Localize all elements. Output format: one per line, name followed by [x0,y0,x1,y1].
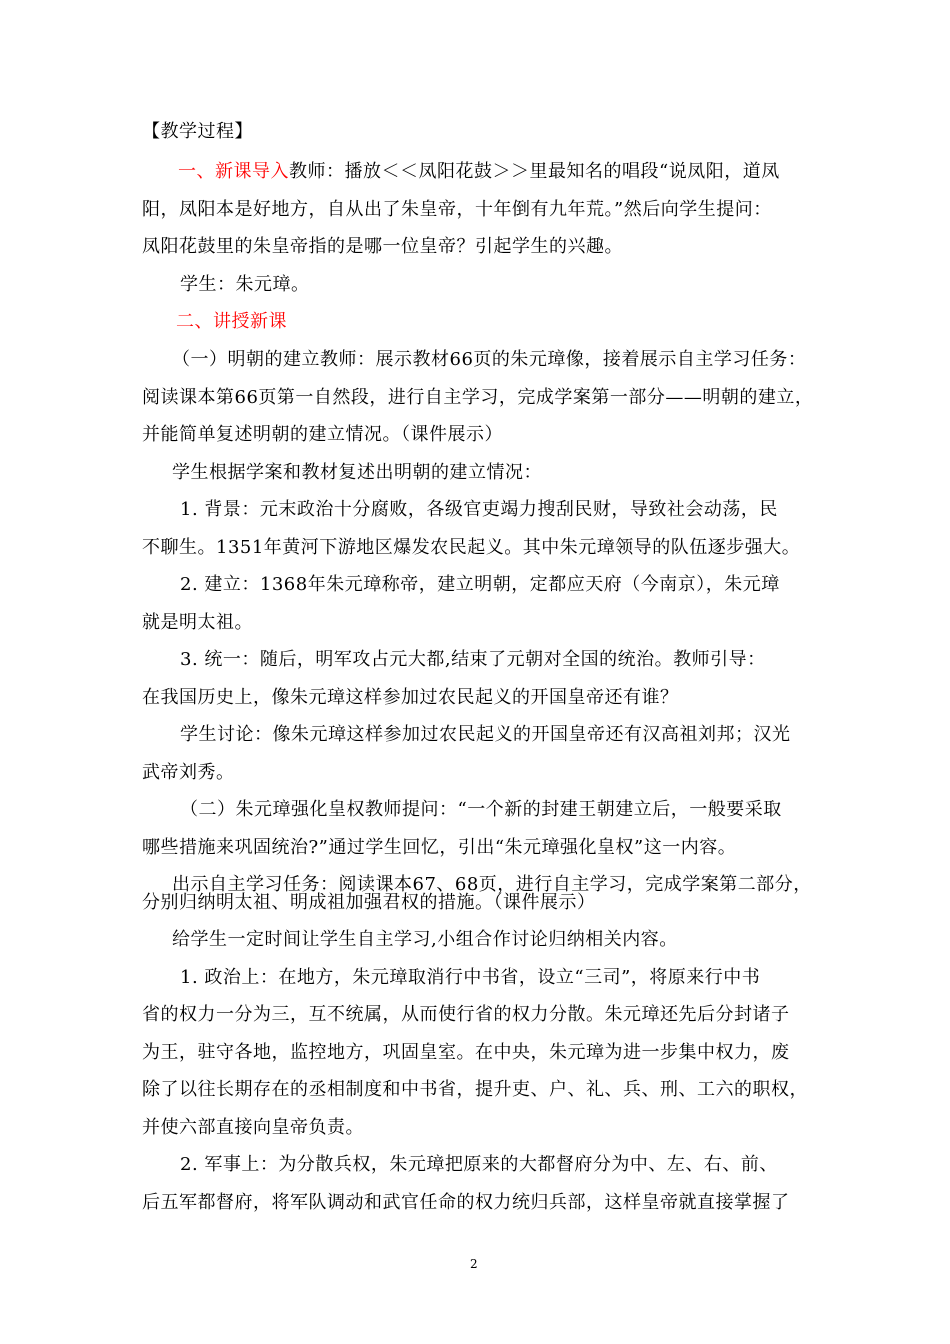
discussion-line-2: 武帝刘秀。 [142,762,235,783]
page-number: 2 [470,1257,478,1271]
student-answer: 学生：朱元璋。 [180,274,310,295]
part2-item-1-line-3: 为王，驻守各地，监控地方，巩固皇室。在中央，朱元璋为进一步集中权力，废 [142,1042,790,1063]
part1-line-3: 并能简单复述明朝的建立情况。（课件展示） [142,424,503,445]
part1-item-3-line-2: 在我国历史上，像朱元璋这样参加过农民起义的开国皇帝还有谁？ [142,687,679,708]
intro-label: 一、新课导入 [178,161,289,182]
part1-item-2-line-2: 就是明太祖。 [142,612,253,633]
part2-item-1-line-1: 1. 政治上：在地方，朱元璋取消行中书省，设立“三司”，将原来行中书 [180,967,761,988]
part1-item-1-line-1: 1. 背景：元末政治十分腐败，各级官吏竭力搜刮民财，导致社会动荡，民 [180,499,778,520]
intro-paragraph-line-1 [178,160,780,184]
intro-lead-text: 教师：播放＜＜凤阳花鼓＞＞里最知名的唱段“说凤阳，道凤 [289,161,780,182]
part2-item-1-line-4: 除了以往长期存在的丞相制度和中书省，提升吏、户、礼、兵、刑、工六的职权， [142,1079,808,1100]
part2-item-1-line-2: 省的权力一分为三，互不统属，从而使行省的权力分散。朱元璋还先后分封诸子 [142,1004,790,1025]
part2-line-5: 给学生一定时间让学生自主学习,小组合作讨论归纳相关内容。 [172,929,678,950]
discussion-line-1: 学生讨论：像朱元璋这样参加过农民起义的开国皇帝还有汉高祖刘邦；汉光 [180,724,791,745]
part2-line-4: 分别归纳明太祖、明成祖加强君权的措施。（课件展示） [142,892,596,913]
section-2-title: 二、讲授新课 [176,311,287,332]
part2-line-3: 出示自主学习任务：阅读课本67、68页，进行自主学习，完成学案第二部分， [172,874,812,895]
part2-item-1-line-5: 并使六部直接向皇帝负责。 [142,1117,364,1138]
part1-item-1-line-2: 不聊生。1351年黄河下游地区爆发农民起义。其中朱元璋领导的队伍逐步强大。 [142,537,801,558]
part1-line-1: （一）明朝的建立教师：展示教材66页的朱元璋像，接着展示自主学习任务： [172,349,807,370]
part1-item-3-line-1: 3. 统一：随后，明军攻占元大都,结束了元朝对全国的统治。教师引导： [180,649,766,670]
part2-item-2-line-2: 后五军都督府，将军队调动和武官任命的权力统归兵部，这样皇帝就直接掌握了 [142,1192,790,1213]
intro-paragraph-line-3: 凤阳花鼓里的朱皇帝指的是哪一位皇帝？引起学生的兴趣。 [142,236,623,257]
part2-line-1: （二）朱元璋强化皇权教师提问：“一个新的封建王朝建立后，一般要采取 [180,799,782,820]
part2-item-2-line-1: 2. 军事上：为分散兵权，朱元璋把原来的大都督府分为中、左、右、前、 [180,1154,778,1175]
section-heading: 【教学过程】 [142,121,253,142]
part1-line-4: 学生根据学案和教材复述出明朝的建立情况： [172,462,542,483]
part1-item-2-line-1: 2. 建立：1368年朱元璋称帝，建立明朝，定都应天府（今南京），朱元璋 [180,574,780,595]
part2-line-2: 哪些措施来巩固统治?”通过学生回忆，引出“朱元璋强化皇权”这一内容。 [142,837,737,858]
intro-paragraph-line-2: 阳，凤阳本是好地方，自从出了朱皇帝，十年倒有九年荒。”然后向学生提问： [142,199,772,220]
part1-line-2: 阅读课本第66页第一自然段，进行自主学习，完成学案第一部分——明朝的建立， [142,387,814,408]
